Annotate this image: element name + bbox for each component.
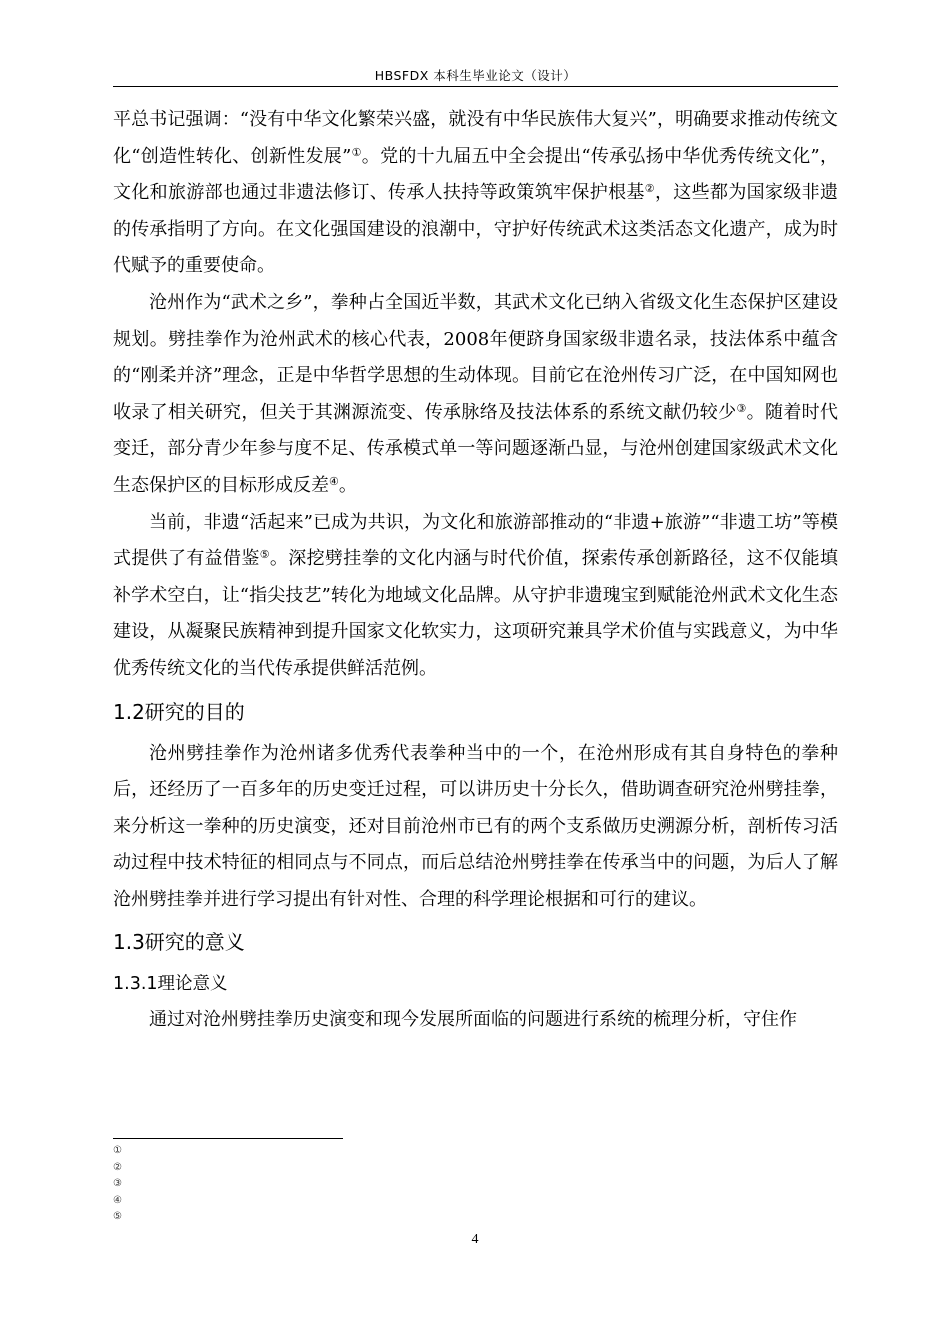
paragraph-text: 。 xyxy=(338,474,357,496)
footnote-list xyxy=(113,1143,122,1226)
paragraph-text: 沧州作为“武术之乡”，拳种占全国近半数，其武术文化已纳入省级文化生态保护区建设规划。劈挂拳作为沧州武术的核心代表，2008年便跻身国家级非遗名录，技法体系中蕴含的“刚柔并济”理念，正是中华哲学思想的生动体现。目前它在沧州传习广泛，在中国知网也收录了相关研究，但关于其渊源流变、传承脉络及技法体系的系统文献仍较少 xyxy=(113,291,838,423)
footnote-marker: ④ xyxy=(113,1194,122,1206)
section-heading-research-purpose: 1.2研究的目的 xyxy=(113,699,245,724)
page-header: HBSFDX 本科生毕业论文（设计） xyxy=(374,68,577,83)
paragraph-theoretical-significance: 通过对沧州劈挂拳历史演变和现今发展所面临的问题进行系统的梳理分析，守住作 xyxy=(149,1009,797,1031)
paragraph-cangzhou-martial-arts xyxy=(113,285,838,505)
footnote-marker: ① xyxy=(113,1145,122,1156)
footnote-marker: ② xyxy=(113,1161,122,1173)
paragraph-heritage-revival xyxy=(113,505,838,688)
page-body xyxy=(113,102,838,1039)
footnote-ref-3: ③ xyxy=(736,401,747,415)
paragraph-text: 当前，非遗“活起来”已成为共识，为文化和旅游部推动的“非遗+旅游”“非遗工坊”等模式提供了有益借鉴 xyxy=(113,511,838,570)
footnote-separator xyxy=(113,1138,343,1139)
page-number: 4 xyxy=(471,1232,479,1247)
header-rule xyxy=(113,86,838,87)
section-heading-research-significance: 1.3研究的意义 xyxy=(113,930,245,955)
footnote-marker: ③ xyxy=(113,1178,122,1189)
paragraph-text: 。党的十九届五中全会提出“传承弘扬中华优秀传统文化”，文化和旅游部也通过非遗法修订、传承人扶持等政策筑牢保护根基 xyxy=(113,145,838,204)
footnote-ref-4: ④ xyxy=(329,474,339,488)
footnote-ref-1: ① xyxy=(351,145,362,159)
footnote-ref-2: ② xyxy=(644,182,655,196)
paragraph-text: 。随着时代变迁，部分青少年参与度不足、传承模式单一等问题逐渐凸显，与沧州创建国家级武术文化生态保护区的目标形成反差 xyxy=(113,401,839,496)
footnote-ref-5: ⑤ xyxy=(259,548,270,562)
paragraph-policy-background xyxy=(113,102,838,285)
paragraph-text: 平总书记强调：“没有中华文化繁荣兴盛，就没有中华民族伟大复兴”，明确要求推动传统文化“创造性转化、创新性发展” xyxy=(113,109,838,167)
paragraph-research-purpose: 沧州劈挂拳作为沧州诸多优秀代表拳种当中的一个，在沧州形成有其自身特色的拳种后，还经历了一百多年的历史变迁过程，可以讲历史十分长久，借助调查研究沧州劈挂拳，来分析这一拳种的历史演变，还对目前沧州市已有的两个支系做历史溯源分析，剖析传习活动过程中技术特征的相同点与不同点，而后总结沧州劈挂拳在传承当中的问题，为后人了解沧州劈挂拳并进行学习提出有针对性、合理的科学理论根据和可行的建议。 xyxy=(113,742,838,910)
subsection-heading-theoretical-significance: 1.3.1理论意义 xyxy=(113,974,228,995)
paragraph-text: ，这些都为国家级非遗的传承指明了方向。在文化强国建设的浪潮中，守护好传统武术这类活态文化遗产，成为时代赋予的重要使命。 xyxy=(113,182,838,277)
paragraph-text: 。深挖劈挂拳的文化内涵与时代价值，探索传承创新路径，这不仅能填补学术空白，让“指尖技艺”转化为地域文化品牌。从守护非遗瑰宝到赋能沧州武术文化生态建设，从凝聚民族精神到提升国家文化软实力，这项研究兼具学术价值与实践意义，为中华优秀传统文化的当代传承提供鲜活范例。 xyxy=(113,548,838,679)
footnote-marker: ⑤ xyxy=(113,1211,122,1222)
